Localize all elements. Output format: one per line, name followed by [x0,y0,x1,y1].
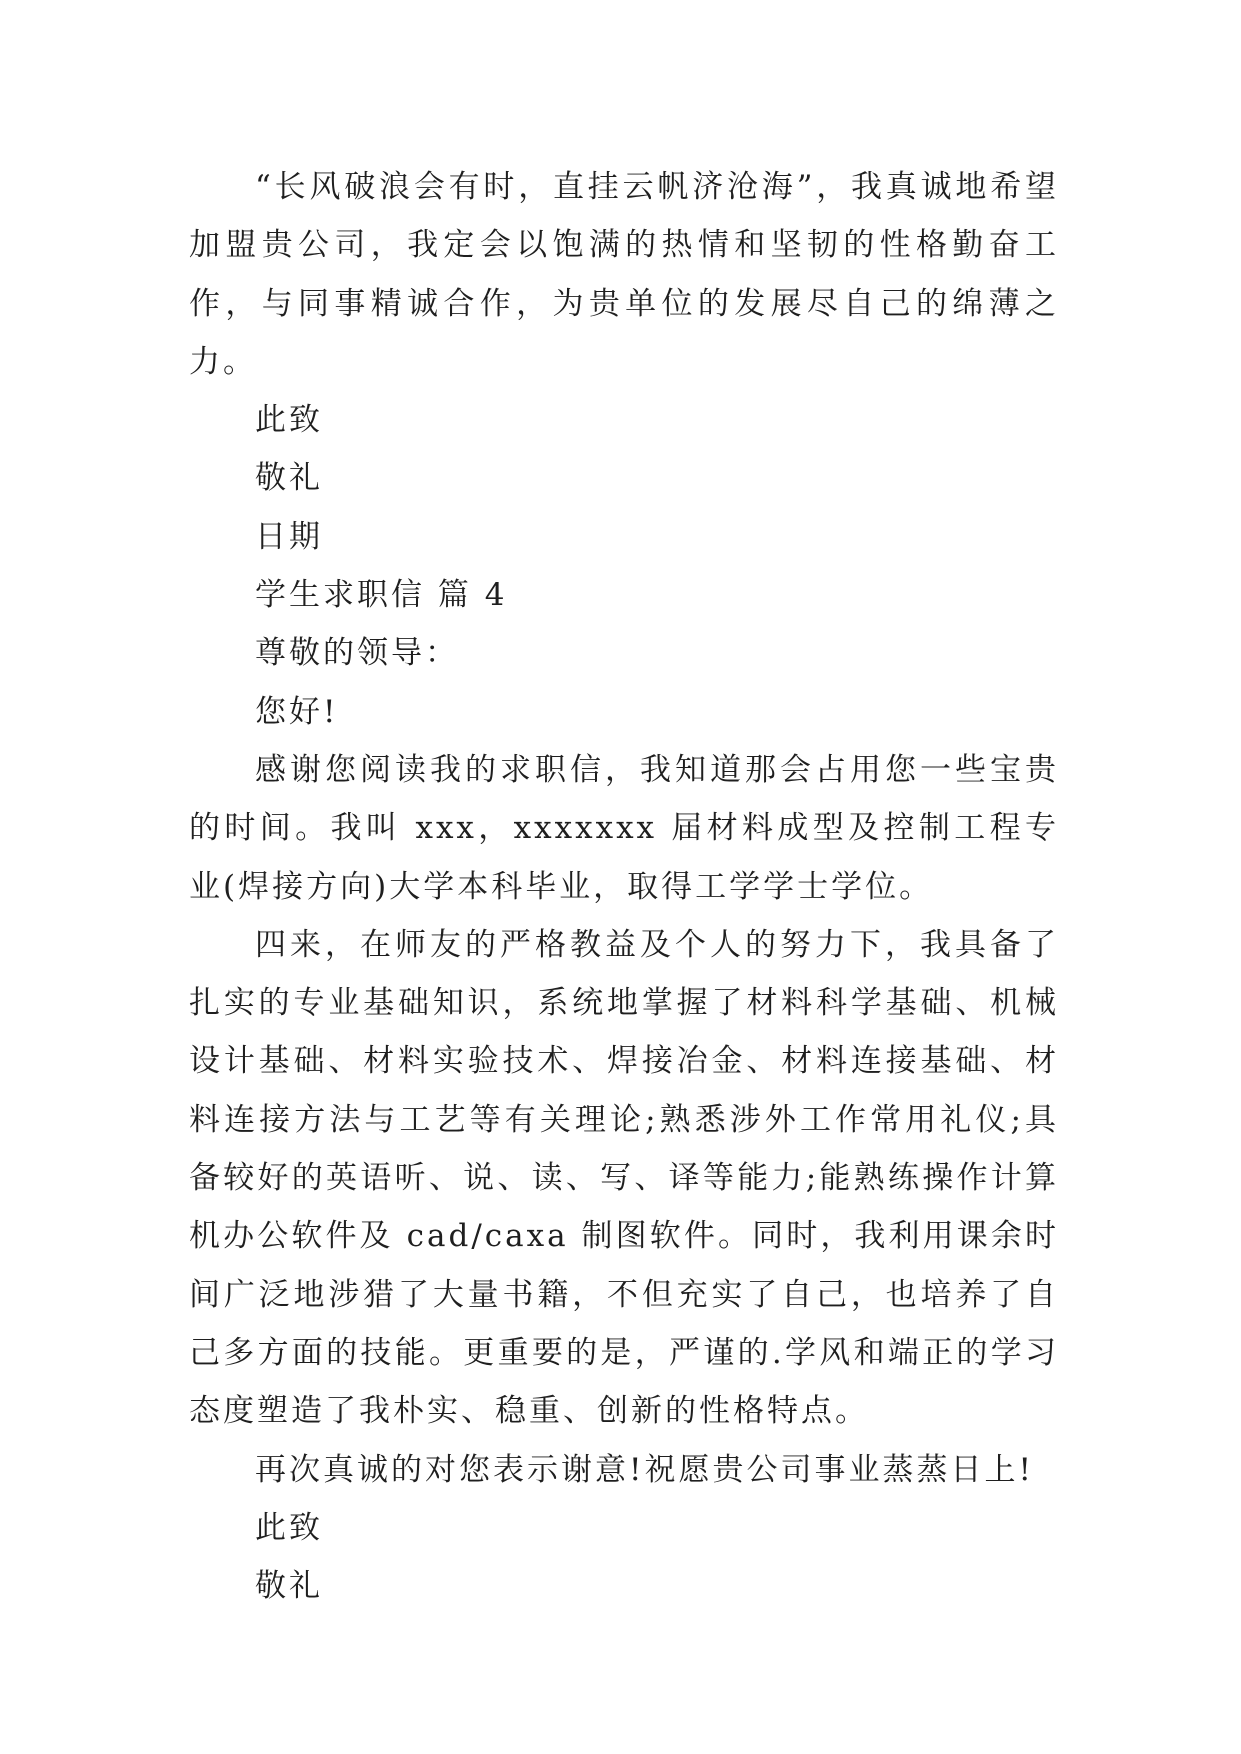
section-heading: 学生求职信 篇 4 [255,577,508,614]
date-label: 日期 [255,518,323,555]
letter-hello: 您好! [255,693,339,730]
closing-paragraph: “长风破浪会有时，直挂云帆济沧海”，我真诚地希望加盟贵公司，我定会以饱满的热情和坚韧的性格勤奋工作，与同事精诚合作，为贵单位的发展尽自己的绵薄之力。 [189,169,1059,380]
thanks-line: 再次真诚的对您表示谢意!祝愿贵公司事业蒸蒸日上! [255,1451,1034,1488]
intro-paragraph: 感谢您阅读我的求职信，我知道那会占用您一些宝贵的时间。我叫 xxx，xxxxxxx 届材料成型及控制工程专业(焊接方向)大学本科毕业，取得工学学士学位。 [189,751,1059,905]
salutation-cizhi-2: 此致 [255,1509,323,1546]
salutation-cizhi: 此致 [255,402,323,439]
document-body [189,158,1059,1615]
salutation-jingli-2: 敬礼 [255,1568,323,1605]
salutation-jingli: 敬礼 [255,460,323,497]
letter-greeting: 尊敬的领导： [255,635,459,672]
skills-paragraph: 四来，在师友的严格教益及个人的努力下，我具备了扎实的专业基础知识，系统地掌握了材料科学基础、机械设计基础、材料实验技术、焊接冶金、材料连接基础、材料连接方法与工艺等有关理论;熟悉涉外工作常用礼仪;具备较好的英语听、说、读、写、译等能力;能熟练操作计算机办公软件及 cad/caxa 制图软件。同时，我利用课余时间广泛地涉猎了大量书籍，不但充实了自己，也培养了自己多方面的技能。更重要的是，严谨的.学风和端正的学习态度塑造了我朴实、稳重、创新的性格特点。 [189,926,1059,1430]
